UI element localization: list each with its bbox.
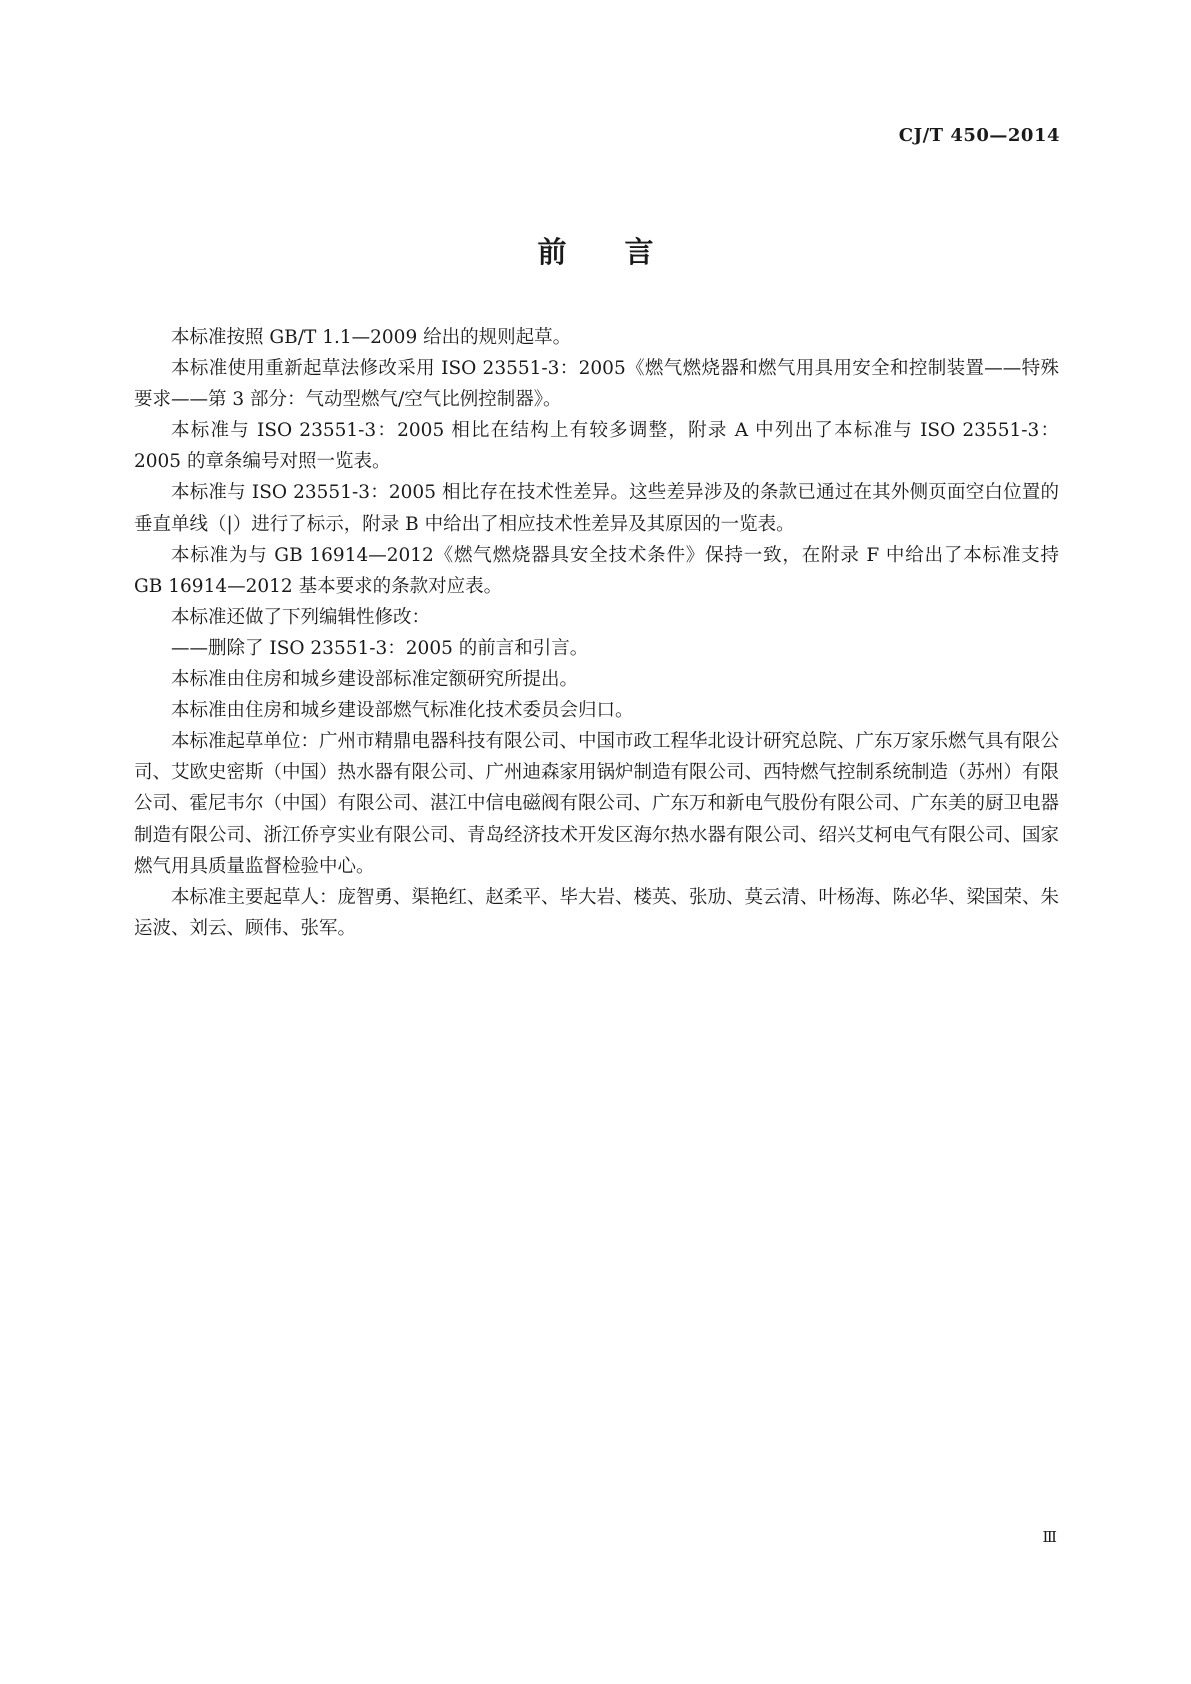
page-number: Ⅲ: [1042, 1528, 1057, 1546]
paragraph-centralized-by: 本标准由住房和城乡建设部燃气标准化技术委员会归口。: [171, 700, 634, 722]
foreword-body: [134, 322, 1059, 944]
paragraph-editorial-item: ——删除了 ISO 23551-3：2005 的前言和引言。: [171, 637, 589, 659]
paragraph-drafters: 本标准主要起草人：庞智勇、渠艳红、赵柔平、毕大岩、楼英、张劢、莫云清、叶杨海、陈必华、梁国荣、朱运波、刘云、顾伟、张军。: [134, 886, 1060, 939]
paragraph-technical-differences: 本标准与 ISO 23551-3：2005 相比存在技术性差异。这些差异涉及的条款已通过在其外侧页面空白位置的垂直单线（|）进行了标示，附录 B 中给出了相应技术性差异及其原因的一览表。: [134, 482, 1059, 535]
standard-code: CJ/T 450—2014: [898, 125, 1060, 146]
paragraph-adoption: 本标准使用重新起草法修改采用 ISO 23551-3：2005《燃气燃烧器和燃气用具用安全和控制装置——特殊要求——第 3 部分：气动型燃气/空气比例控制器》。: [134, 358, 1059, 411]
paragraph-proposed-by: 本标准由住房和城乡建设部标准定额研究所提出。: [171, 669, 579, 691]
paragraph-gb-consistency: 本标准为与 GB 16914—2012《燃气燃烧器具安全技术条件》保持一致，在附录 F 中给出了本标准支持 GB 16914—2012 基本要求的条款对应表。: [134, 544, 1059, 597]
paragraph-drafting-rules: 本标准按照 GB/T 1.1—2009 给出的规则起草。: [171, 327, 572, 348]
page-title: 前言: [537, 235, 712, 269]
paragraph-editorial-changes: 本标准还做了下列编辑性修改：: [171, 606, 431, 628]
paragraph-drafting-units: 本标准起草单位：广州市精鼎电器科技有限公司、中国市政工程华北设计研究总院、广东万家乐燃气具有限公司、艾欧史密斯（中国）热水器有限公司、广州迪森家用锅炉制造有限公司、西特燃气控制系统制造（苏州）有限公司、霍尼韦尔（中国）有限公司、湛江中信电磁阀有限公司、广东万和新电气股份有限公司、广东美的厨卫电器制造有限公司、浙江侨亨实业有限公司、青岛经济技术开发区海尔热水器有限公司、绍兴艾柯电气有限公司、国家燃气用具质量监督检验中心。: [134, 731, 1060, 877]
paragraph-structure-changes: 本标准与 ISO 23551-3：2005 相比在结构上有较多调整，附录 A 中列出了本标准与 ISO 23551-3：2005 的章条编号对照一览表。: [134, 420, 1059, 473]
